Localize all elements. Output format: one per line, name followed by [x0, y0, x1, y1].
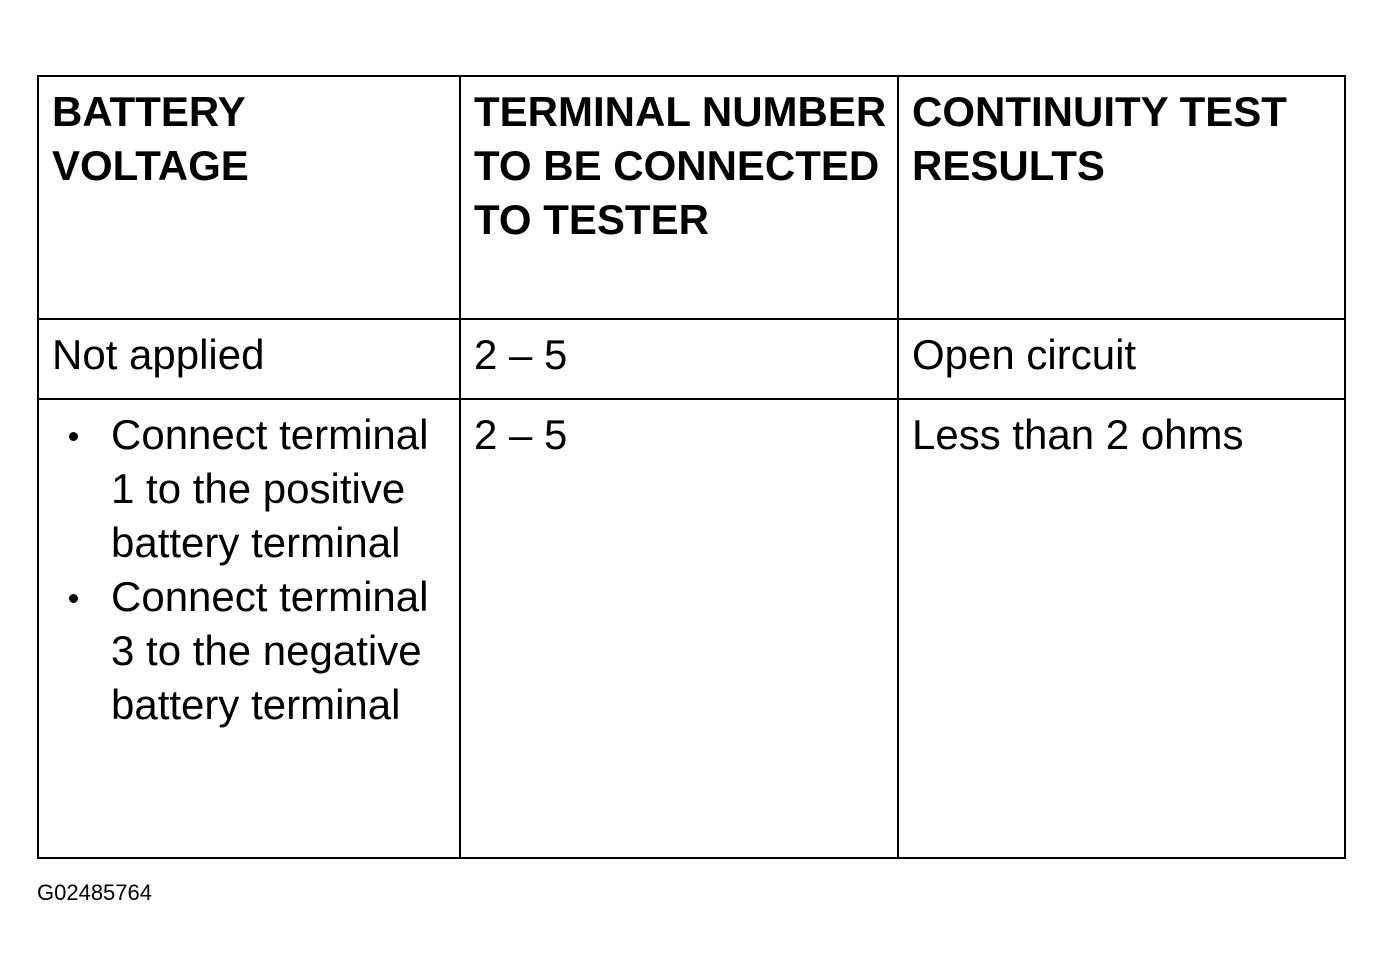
table-row: [38, 399, 1345, 858]
table-header-row: [38, 76, 1345, 319]
table-row: [38, 319, 1345, 399]
cell-battery-voltage-steps: [38, 399, 460, 858]
cell-terminals: 2 – 5: [460, 319, 898, 399]
header-terminal-number: TERMINAL NUMBER TO BE CONNECTED TO TESTER: [460, 76, 898, 319]
cell-result: Open circuit: [898, 319, 1345, 399]
bullet-icon: [69, 432, 78, 441]
header-battery-voltage: BATTERY VOLTAGE: [38, 76, 460, 319]
cell-terminals: 2 – 5: [460, 399, 898, 858]
step-text: Connect terminal 1 to the positive battery terminal: [111, 411, 429, 566]
figure-code: G02485764: [37, 880, 152, 905]
list-item: [52, 408, 449, 570]
list-item: [52, 570, 449, 732]
cell-battery-voltage: Not applied: [38, 319, 460, 399]
bullet-icon: [69, 594, 78, 603]
header-continuity-results: CONTINUITY TEST RESULTS: [898, 76, 1345, 319]
battery-steps-list: [52, 408, 449, 732]
continuity-test-table: [37, 75, 1346, 859]
cell-result: Less than 2 ohms: [898, 399, 1345, 858]
step-text: Connect terminal 3 to the negative battery terminal: [111, 573, 429, 728]
